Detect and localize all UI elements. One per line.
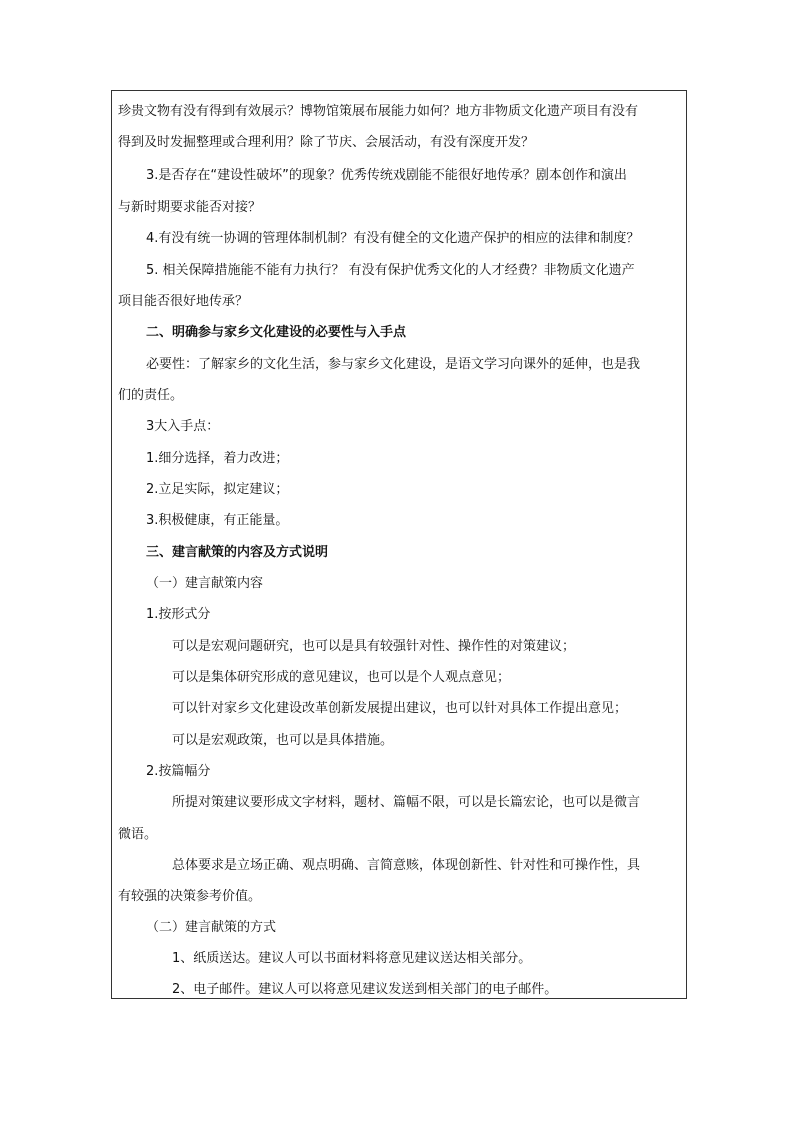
paragraph-line: 可以针对家乡文化建设改革创新发展提出建议，也可以针对具体工作提出意见； [172,701,628,716]
subsection-heading: （一）建言献策内容 [146,576,264,591]
paragraph-line: 珍贵文物有没有得到有效展示？博物馆策展布展能力如何？地方非物质文化遗产项目有没有 [118,104,639,119]
paragraph-line: 与新时期要求能否对接？ [118,200,262,215]
paragraph-line: 可以是宏观政策，也可以是具体措施。 [172,733,394,748]
paragraph-line: 2.按篇幅分 [146,764,211,779]
section-heading: 三、建言献策的内容及方式说明 [146,545,329,560]
paragraph-line: 1.按形式分 [146,607,211,622]
paragraph-line: 可以是宏观问题研究，也可以是具有较强针对性、操作性的对策建议； [172,639,576,654]
paragraph-line: 可以是集体研究形成的意见建议，也可以是个人观点意见； [172,670,511,685]
paragraph-line: 5. 相关保障措施能不能有力执行？ 有没有保护优秀文化的人才经费？非物质文化遗产 [146,263,635,278]
paragraph-line: 项目能否很好地传承？ [118,294,249,309]
list-item: 3.积极健康，有正能量。 [146,513,289,528]
list-item: 1.细分选择，着力改进； [146,451,289,466]
subsection-heading: （二）建言献策的方式 [146,920,277,935]
list-item: 2.立足实际，拟定建议； [146,482,289,497]
paragraph-line: 2、电子邮件。建议人可以将意见建议发送到相关部门的电子邮件。 [172,982,558,997]
paragraph-line: 必要性：了解家乡的文化生活，参与家乡文化建设，是语文学习向课外的延伸，也是我 [146,357,641,372]
paragraph-line: 微语。 [118,827,158,842]
paragraph-line: 3.是否存在“建设性破坏”的现象？优秀传统戏剧能不能很好地传承？剧本创作和演出 [146,168,627,183]
paragraph-line: 总体要求是立场正确、观点明确、言简意赅，体现创新性、针对性和可操作性，具 [172,858,641,873]
paragraph-line: 有较强的决策参考价值。 [118,889,262,904]
paragraph-line: 得到及时发掘整理或合理利用？除了节庆、会展活动，有没有深度开发？ [118,135,535,150]
paragraph-line: 们的责任。 [118,388,184,403]
section-heading: 二、明确参与家乡文化建设的必要性与入手点 [146,325,407,340]
paragraph-line: 所提对策建议要形成文字材料，题材、篇幅不限，可以是长篇宏论，也可以是微言 [172,795,641,810]
paragraph-line: 1、纸质送达。建议人可以书面材料将意见建议送达相关部分。 [172,951,532,966]
paragraph-line: 4.有没有统一协调的管理体制机制？有没有健全的文化遗产保护的相应的法律和制度？ [146,231,640,246]
paragraph-line: 3大入手点： [146,419,220,434]
